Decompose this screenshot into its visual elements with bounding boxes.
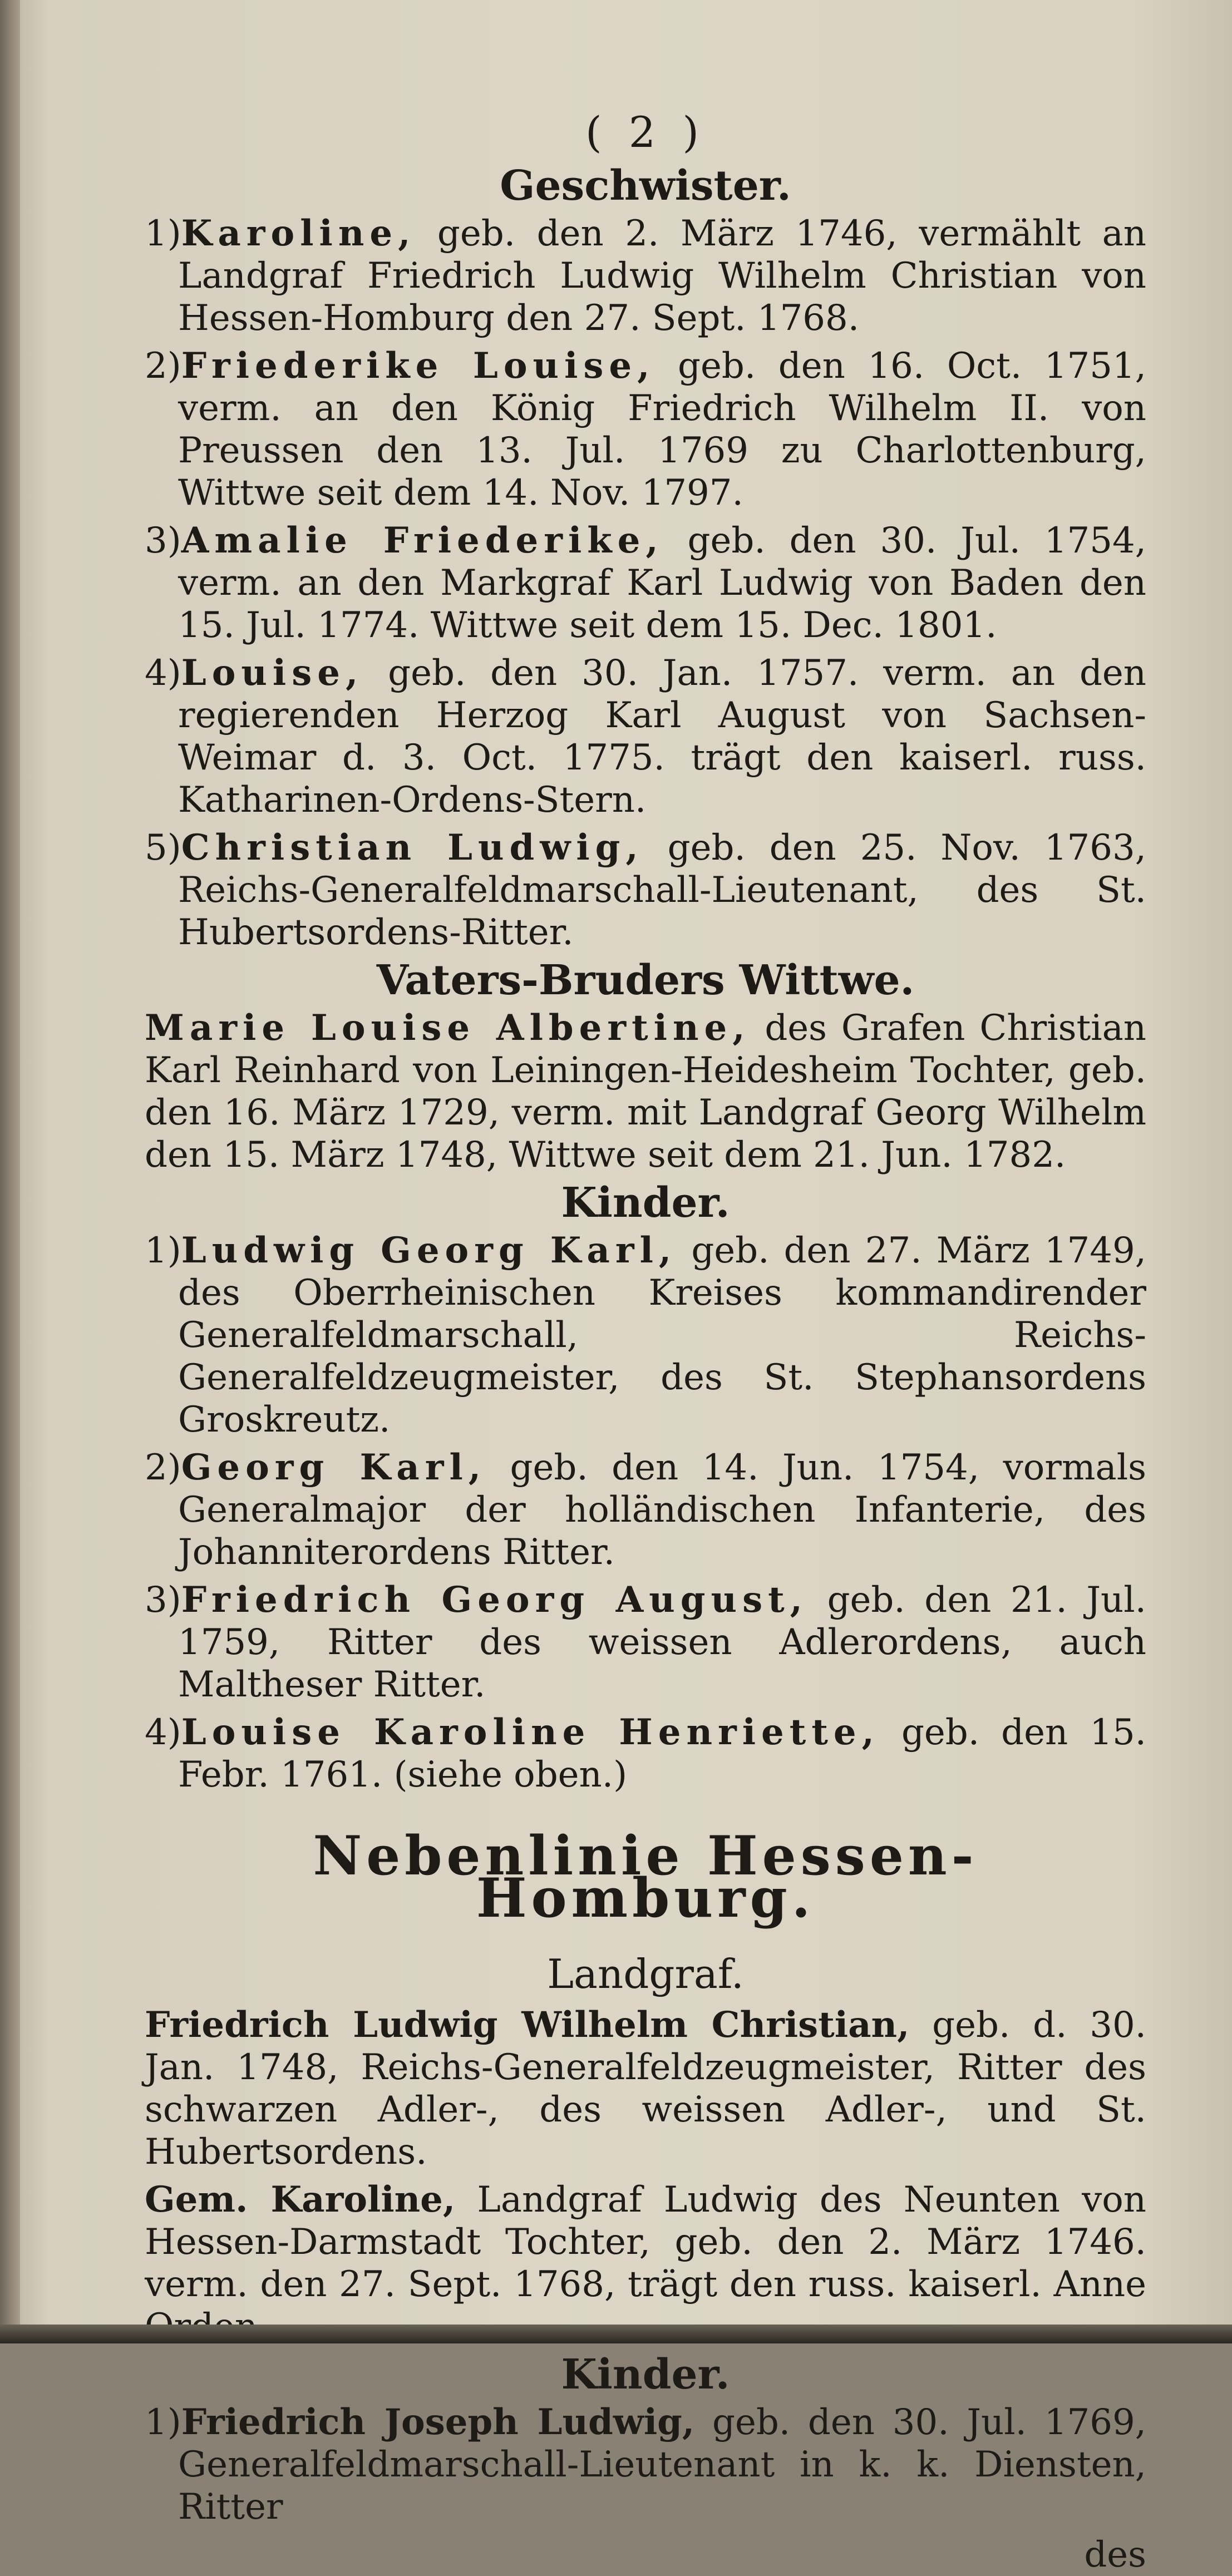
- person-name: Gem. Karoline,: [145, 2179, 456, 2220]
- list-item: [145, 2401, 1146, 2528]
- person-name: Friedrich Joseph Ludwig,: [181, 2401, 695, 2443]
- page-number: ( 2 ): [585, 107, 706, 157]
- entry-text: geb. den 30. Jul. 1754, verm. an den Markgraf Karl Ludwig von Baden den 15. Jul. 1774. Wittwe seit dem 15. Dec. 1801.: [178, 520, 1147, 646]
- section-heading-geschwister: Geschwister.: [500, 162, 791, 210]
- entry-text: geb. d. 30. Jan. 1748, Reichs-Generalfeldzeugmeister, Ritter des schwarzen Adler-, des weissen Adler-, und St. Hubertsordens.: [145, 2005, 1147, 2173]
- entry-text: des Grafen Christian Karl Reinhard von Leiningen-Heidesheim Tochter, geb. den 16. März 1729, verm. mit Landgraf Georg Wilhelm den 15. März 1748, Wittwe seit dem 21. Jun. 1782.: [145, 1008, 1146, 1176]
- item-number: 3): [145, 1580, 181, 1621]
- person-name: Marie Louise Albertine,: [145, 1007, 751, 1049]
- section-heading-kinder-2: Kinder.: [561, 2351, 730, 2399]
- entry-text: geb. den 15. Febr. 1761. (siehe oben.): [178, 1712, 1147, 1795]
- person-name: Friederike Louise,: [181, 345, 656, 387]
- section-heading-kinder: Kinder.: [561, 1179, 730, 1227]
- item-number: 3): [145, 520, 181, 561]
- list-item: [145, 213, 1146, 339]
- person-name: Friedrich Georg August,: [181, 1579, 808, 1621]
- section-heading-landgraf: Landgraf.: [547, 1951, 744, 1997]
- person-name: Christian Ludwig,: [181, 827, 644, 868]
- person-name: Amalie Friederike,: [181, 520, 664, 561]
- catchword: des: [1084, 2534, 1146, 2575]
- list-item: [145, 1447, 1146, 1573]
- list-item: [145, 827, 1146, 954]
- item-number: 2): [145, 1447, 181, 1488]
- entry-text: Landgraf Ludwig des Neunten von Hessen-Darmstadt Tochter, geb. den 2. März 1746. verm. den 27. Sept. 1768, trägt den russ. kaiserl. Anne: [145, 2179, 1147, 2305]
- entry-text: geb. den 14. Jun. 1754, vormals Generalmajor der holländischen Infanterie, des Johanniterordens Ritter.: [178, 1447, 1147, 1573]
- person-name: Georg Karl,: [181, 1447, 487, 1488]
- entry-text: geb. den 21. Jul. 1759, Ritter des weissen Adlerordens, auch Maltheser Ritter.: [178, 1580, 1147, 1705]
- person-name: Louise Karoline Henriette,: [181, 1711, 880, 1753]
- entry-text: geb. den 30. Jan. 1757. verm. an den regierenden Herzog Karl August von Sachsen-Weimar d. 3. Oct. 1775. trägt den kaiserl. russ. Katharinen-Ordens-Stern.: [178, 653, 1147, 821]
- person-name: Friedrich Ludwig Wilhelm Christian,: [145, 2004, 910, 2046]
- list-item: [145, 1579, 1146, 1706]
- item-number: 1): [145, 2402, 181, 2443]
- list-item: [145, 652, 1146, 821]
- item-number: 2): [145, 346, 181, 387]
- page-title-nebenlinie: Nebenlinie Hessen-Homburg.: [313, 1824, 978, 1929]
- entry-text: geb. den 30. Jul. 1769, Generalfeldmarschall-Lieutenant in k. k. Diensten, Ritter: [178, 2402, 1146, 2528]
- page-gutter-shadow: [0, 0, 20, 2343]
- item-number: 5): [145, 827, 181, 868]
- list-item: [145, 1007, 1146, 1176]
- list-item: [145, 1230, 1146, 1441]
- item-number: 4): [145, 1712, 181, 1753]
- page-bottom-edge: [0, 2325, 1232, 2343]
- item-number: 1): [145, 213, 181, 254]
- list-item: [145, 2004, 1146, 2173]
- person-name: Ludwig Georg Karl,: [181, 1230, 677, 1271]
- entry-text: geb. den 25. Nov. 1763, Reichs-Generalfeldmarschall-Lieutenant, des St. Hubertsordens-Ritter.: [178, 827, 1147, 953]
- page-text-block: [145, 107, 1147, 2576]
- list-item: [145, 1711, 1146, 1796]
- list-item: [145, 2179, 1146, 2348]
- entry-text: geb. den 2. März 1746, vermählt an Landgraf Friedrich Ludwig Wilhelm Christian von Hessen-Homburg den 27. Sept. 1768.: [178, 213, 1147, 339]
- item-number: 1): [145, 1230, 181, 1271]
- entry-text: geb. den 16. Oct. 1751, verm. an den König Friedrich Wilhelm II. von Preussen den 13. Jul. 1769 zu Charlottenburg, Wittwe seit dem 14. Nov. 1797.: [178, 346, 1147, 514]
- person-name: Karoline,: [181, 213, 416, 254]
- entry-text: geb. den 27. März 1749, des Oberrheinischen Kreises kommandirender Generalfeldmarschall, Reichs-Generalfeldzeugmeister, des St. Stephansordens Groskreutz.: [178, 1230, 1147, 1440]
- item-number: 4): [145, 653, 181, 694]
- list-item: [145, 345, 1146, 514]
- section-heading-wittwe: Vaters-Bruders Wittwe.: [376, 956, 915, 1004]
- person-name: Louise,: [181, 652, 364, 694]
- list-item: [145, 520, 1146, 647]
